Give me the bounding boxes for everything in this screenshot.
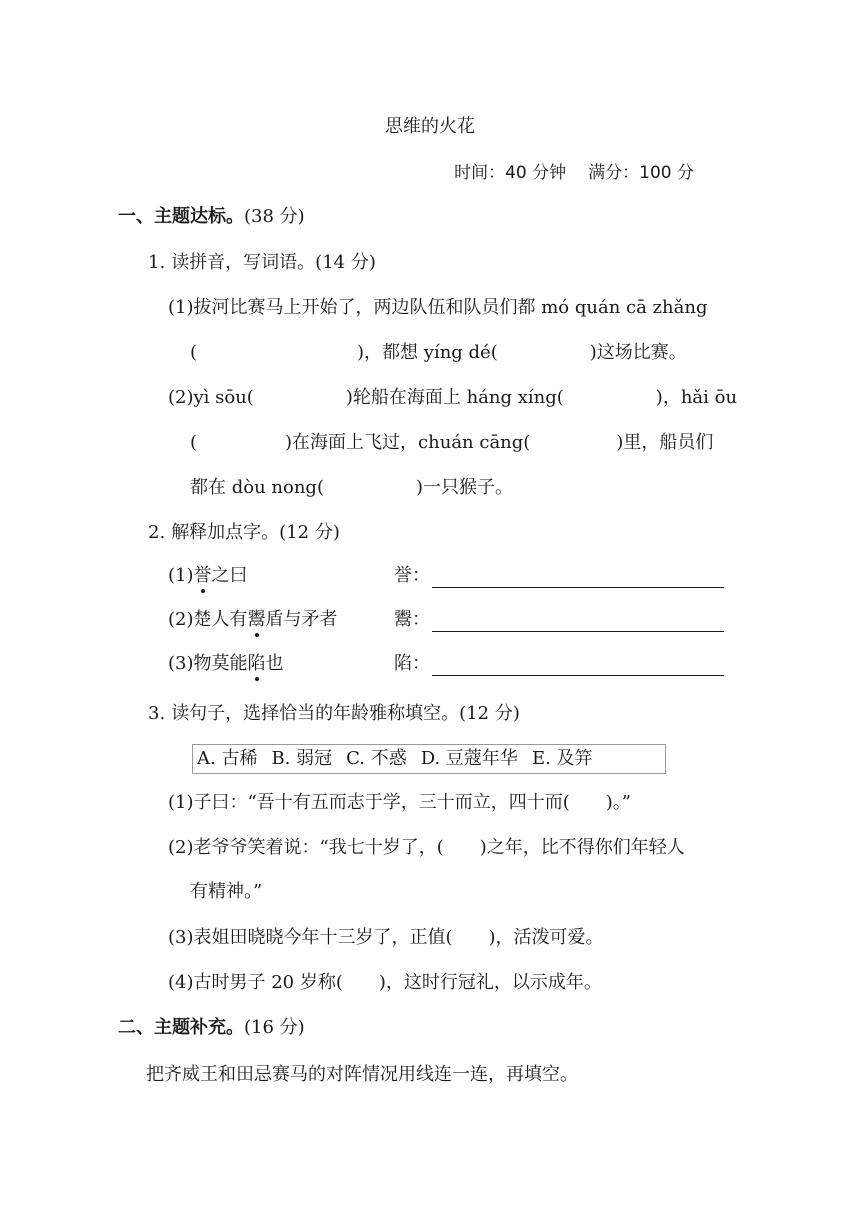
option-b: B. 弱冠 (271, 748, 333, 769)
page-title: 思维的火花 (385, 116, 475, 137)
section-1-heading: 一、主题达标。(38 分) (118, 206, 305, 227)
q2-item-2: (2)楚人有鬻盾与矛者 (168, 609, 338, 630)
time-limit: 时间：40 分钟 (454, 163, 567, 183)
q3-sentence-4: (4)古时男子 20 岁称( )，这时行冠礼，以示成年。 (168, 972, 602, 993)
question-1: 1. 读拼音，写词语。(14 分) (148, 252, 376, 273)
q2-answer-3[interactable]: 陷： (394, 652, 724, 676)
answer-line[interactable] (432, 657, 724, 676)
q3-sentence-3: (3)表姐田晓晓今年十三岁了，正值( )，活泼可爱。 (168, 927, 604, 948)
q3-sentence-1: (1)子曰：“吾十有五而志于学，三十而立，四十而( )。” (168, 792, 631, 813)
dotted-character: 鬻 (247, 609, 266, 630)
option-e: E. 及笄 (531, 748, 593, 769)
section-2-heading: 二、主题补充。(16 分) (118, 1017, 305, 1038)
q1-item2-line2: ( )在海面上飞过，chuán cāng( )里，船员们 (190, 432, 714, 453)
option-a: A. 古稀 (197, 748, 258, 769)
q2-answer-1[interactable]: 誉： (394, 564, 724, 588)
q1-item1-line2: ( )，都想 yíng dé( )这场比赛。 (190, 342, 687, 363)
q2-item-1: (1)誉之曰 (168, 565, 248, 586)
question-2: 2. 解释加点字。(12 分) (148, 522, 340, 543)
dotted-character: 誉 (193, 565, 212, 586)
option-d: D. 豆蔻年华 (420, 748, 518, 769)
q2-answer-2[interactable]: 鬻： (394, 608, 724, 632)
q1-item1-line1: (1)拔河比赛马上开始了，两边队伍和队员们都 mó quán cā zhǎng (168, 297, 708, 318)
option-c: C. 不惑 (346, 748, 407, 769)
q2-item-3: (3)物莫能陷也 (168, 653, 284, 674)
q1-item2-line1: (2)yì sōu( )轮船在海面上 háng xíng( )，hǎi ōu (168, 387, 738, 408)
answer-line[interactable] (432, 613, 724, 632)
q3-sentence-2: (2)老爷爷笑着说：“我七十岁了，( )之年，比不得你们年轻人 (168, 837, 685, 858)
options-list (197, 747, 593, 771)
question-3: 3. 读句子，选择恰当的年龄雅称填空。(12 分) (148, 703, 520, 724)
dotted-character: 陷 (247, 653, 266, 674)
section-2-instruction: 把齐威王和田忌赛马的对阵情况用线连一连，再填空。 (146, 1064, 578, 1085)
exam-meta (454, 161, 694, 185)
full-score: 满分：100 分 (588, 163, 694, 183)
answer-line[interactable] (432, 569, 724, 588)
q3-sentence-2-cont: 有精神。” (190, 881, 263, 902)
q1-item2-line3: 都在 dòu nong( )一只猴子。 (190, 477, 513, 498)
